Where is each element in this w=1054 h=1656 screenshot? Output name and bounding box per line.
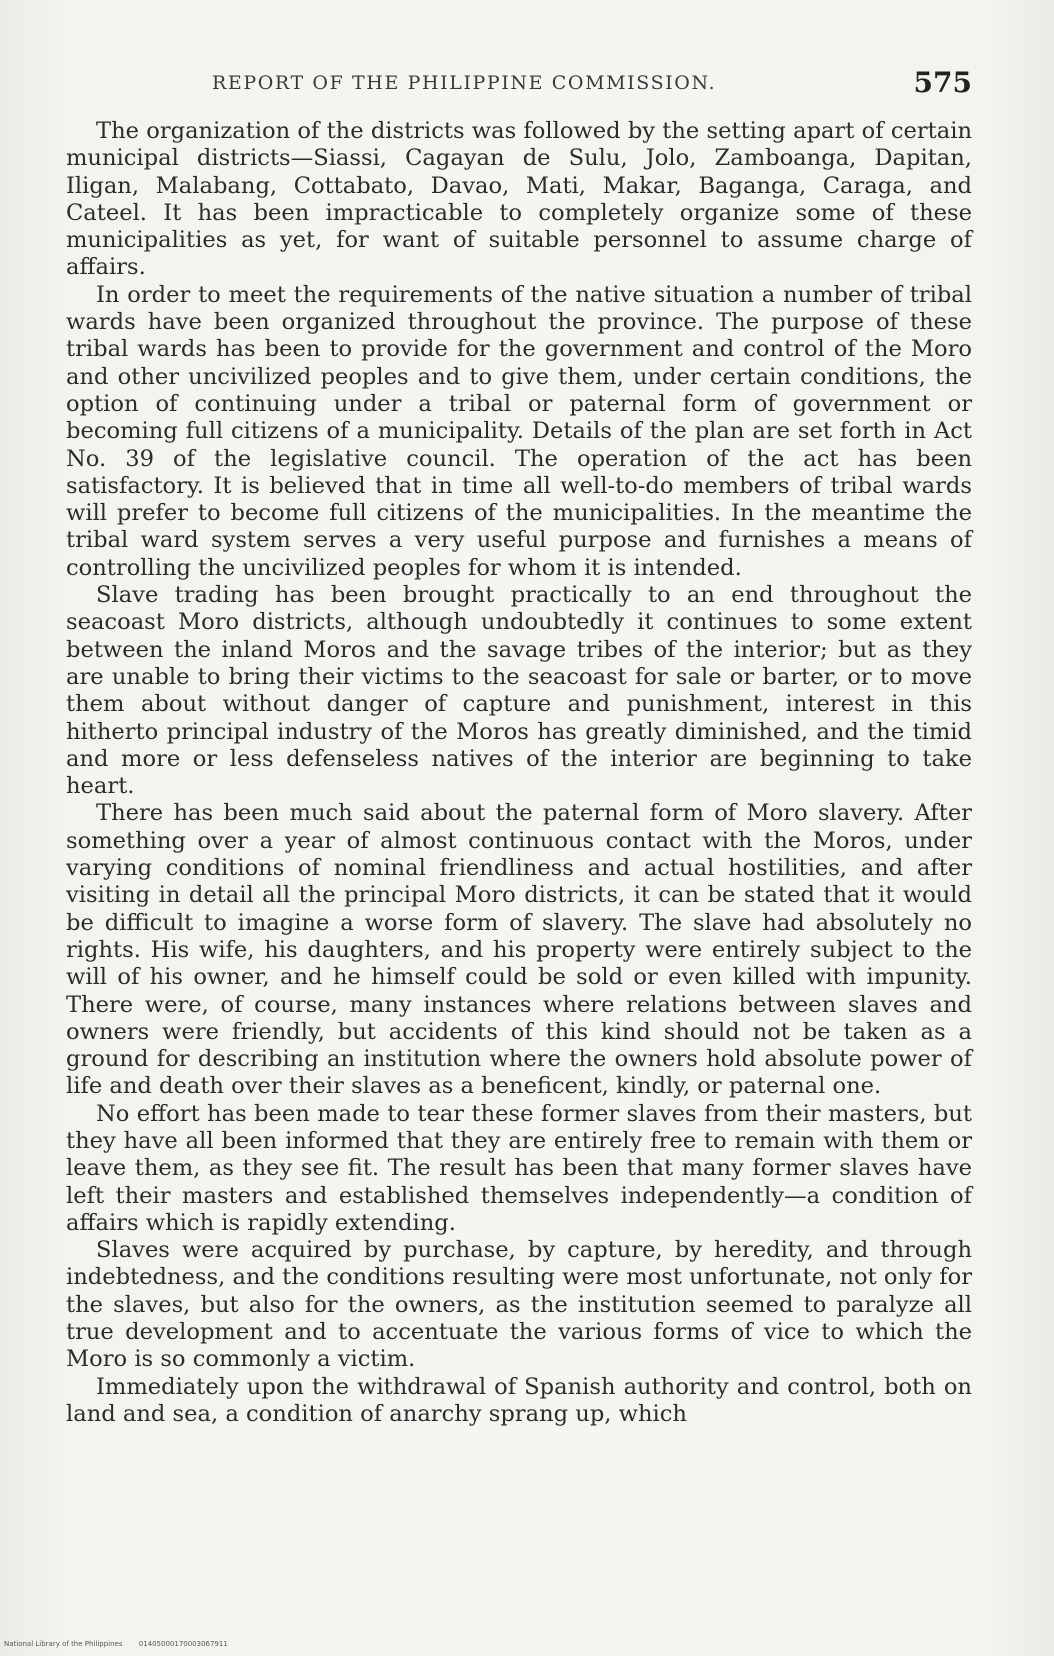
footer-identifier: 01405000170003067911: [138, 1640, 228, 1648]
page-number: 575: [913, 66, 972, 99]
paragraph-former-slaves: No effort has been made to tear these former slaves from their masters, but they have all been informed that they are entirely free to remain with them or leave them, as they see fit. The result has been that many former slaves have left their masters and established themselves independently—a condition of affairs which is rapidly extending.: [66, 1100, 972, 1236]
paragraph-moro-slavery: There has been much said about the paternal form of Moro slavery. After something over a year of almost continuous contact with the Moros, under varying conditions of nominal friendliness and actual hostilities, and after visiting in detail all the principal Moro districts, it can be stated that it would be difficult to imagine a worse form of slavery. The slave had absolutely no rights. His wife, his daughters, and his property were entirely subject to the will of his owner, and he himself could be sold or even killed with impunity. There were, of course, many instances where relations between slaves and owners were friendly, but accidents of this kind should not be taken as a ground for describing an institution where the owners hold absolute power of life and death over their slaves as a beneficent, kindly, or paternal one.: [66, 800, 972, 1100]
body-text: [66, 118, 972, 1428]
paragraph-municipal-districts: The organization of the districts was followed by the setting apart of certain municipal districts—Siassi, Cagayan de Sulu, Jolo, Zamboanga, Dapitan, Iligan, Malabang, Cottabato, Davao, Mati, Makar, Baganga, Caraga, and Cateel. It has been impracticable to completely organize some of these municipalities as yet, for want of suitable personnel to assume charge of affairs.: [66, 118, 972, 281]
footer-library: National Library of the Philippines: [4, 1640, 123, 1648]
paragraph-slave-trading: Slave trading has been brought practically to an end throughout the seacoast Moro districts, although undoubtedly it continues to some extent between the inland Moros and the savage tribes of the interior; but as they are unable to bring their victims to the seacoast for sale or barter, or to move them about without danger of capture and punishment, interest in this hitherto principal industry of the Moros has greatly diminished, and the timid and more or less defenseless natives of the interior are beginning to take heart.: [66, 582, 972, 800]
paragraph-spanish-withdrawal: Immediately upon the withdrawal of Spanish authority and control, both on land and sea, a condition of anarchy sprang up, which: [66, 1373, 972, 1427]
paragraph-tribal-wards: In order to meet the requirements of the native situation a number of tribal wards have been organized throughout the province. The purpose of these tribal wards has been to provide for the government and control of the Moro and other uncivilized peoples and to give them, under certain conditions, the option of continuing under a tribal or paternal form of government or becoming full citizens of a municipality. Details of the plan are set forth in Act No. 39 of the legislative council. The operation of the act has been satisfactory. It is believed that in time all well-to-do members of tribal wards will prefer to become full citizens of the municipalities. In the meantime the tribal ward system serves a very useful purpose and furnishes a means of controlling the uncivilized peoples for whom it is intended.: [66, 281, 972, 581]
paragraph-slave-acquisition: Slaves were acquired by purchase, by capture, by heredity, and through indebtedness, and the conditions resulting were most unfortunate, not only for the slaves, but also for the owners, as the institution seemed to paralyze all true development and to accentuate the various forms of vice to which the Moro is so commonly a victim.: [66, 1237, 972, 1373]
running-title: REPORT OF THE PHILIPPINE COMMISSION.: [212, 72, 717, 94]
scan-footer: [4, 1640, 242, 1648]
page-header: [212, 66, 972, 106]
